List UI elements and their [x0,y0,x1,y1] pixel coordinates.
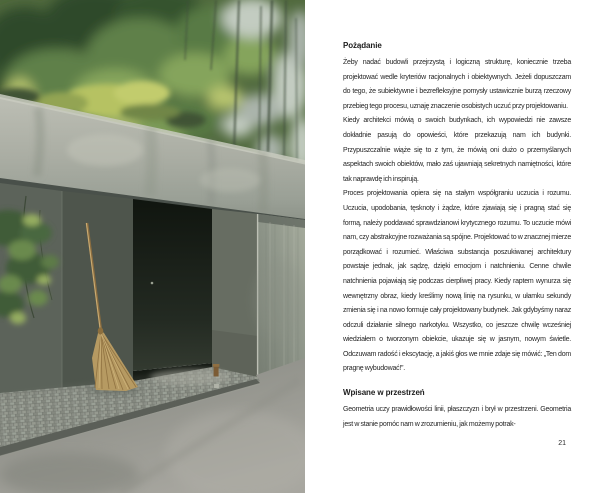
body-paragraph: Proces projektowania opiera się na stałym współgraniu uczucia i rozumu. Uczucia, upodobania, tęsknoty i żądze, które zjawiają się i pragną stać się formą, należy poddawać sprawdzianowi krytycznego rozumu. To uczucie mówi nam, czy abstrakcyjne rozważania są spójne. Projektować to w znacznej mierze porządkować i rozumieć. Właściwa substancja poszukiwanej architektury powstaje jednak, jak sądzę, dzięki emocjom i natchnieniu. Cenne chwile natchnienia pojawiają się podczas cierpliwej pracy. Kiedy raptem wynurza się wewnętrzny obraz, kiedy kreślimy nową linię na rysunku, w ułamku sekundy zmienia się i na nowo formuje cały projektowany budynek. Jak gdybyśmy naraz odczuli działanie silnego narkotyku. Wszystko, co jeszcze chwilę wcześniej wiedziałem o tworzonym obiekcie, ukazuje się w jasnym, nowym świetle. Odczuwam radość i ekscytację, a jakiś głos we mnie zdaje się mówić: „Ten dom pragnę wybudować!”. [343,190,571,373]
body-paragraph: Kiedy architekci mówią o swoich budynkach, ich wypowiedzi nie zawsze dokładnie pasują do opowieści, które przekazują nam ich budynki. Przypuszczalnie wiąże się to z tym, że mówią oni dużo o przemyślanych aspektach swoich obiektów, mało zaś ujawniają sekretnych namiętności, które tak naprawdę ich inspirują. [343,117,571,183]
wooden-stake [213,364,220,377]
section-heading-pozadanie: Pożądanie [343,41,382,50]
page-number: 21 [558,440,566,448]
concrete-wall-right [254,214,305,379]
section-heading-wpisane: Wpisane w przestrzeń [343,388,425,398]
body-paragraph: Geometria uczy prawidłowości linii, płaszczyzn i brył w przestrzeni. Geometria jest w stanie pomóc nam w zrozumieniu, jak możemy potrak- [343,406,571,428]
body-paragraph: Żeby nadać budowli przejrzystą i logiczną strukturę, koniecznie trzeba projektować wedle kryteriów racjonalnych i obiektywnych. Jeżeli dopuszczam do tego, że subiektywne i bezrefleksyjne pomysły ustawicznie burzą rzeczowy przebieg tego procesu, uznaję znaczenie osobistych uczuć przy projektowaniu. [343,59,571,110]
text-column [343,41,571,447]
door-handle [151,282,154,285]
dark-doorway [133,199,212,371]
